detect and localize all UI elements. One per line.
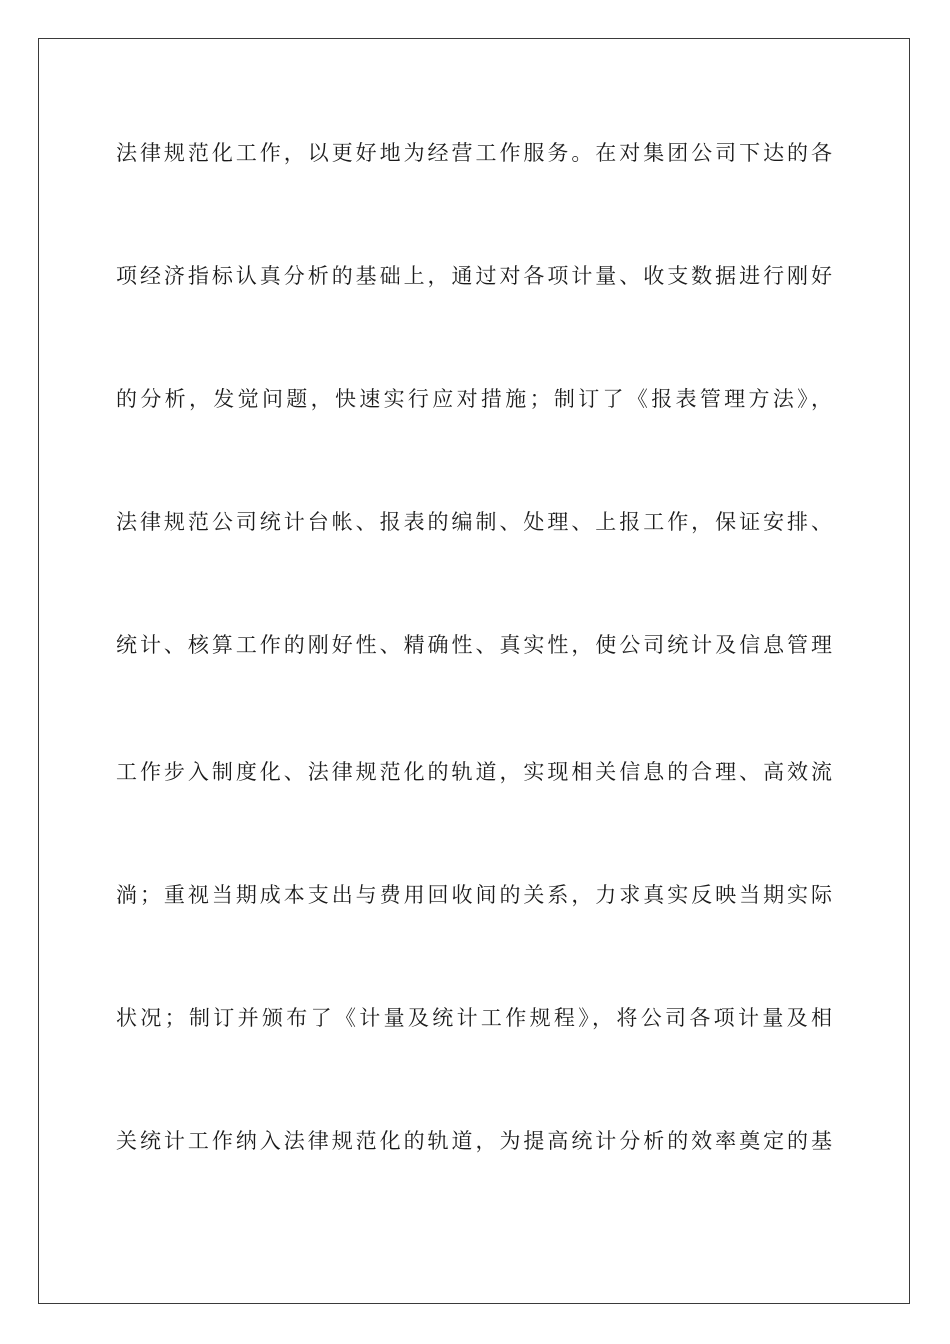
paragraph-line: 的分析，发觉问题，快速实行应对措施；制订了《报表管理方法》， bbox=[116, 387, 832, 411]
paragraph-line: 状况；制订并颁布了《计量及统计工作规程》，将公司各项计量及相 bbox=[116, 1006, 832, 1030]
paragraph-line: 项经济指标认真分析的基础上，通过对各项计量、收支数据进行刚好 bbox=[116, 264, 832, 288]
paragraph-line: 淌；重视当期成本支出与费用回收间的关系，力求真实反映当期实际 bbox=[116, 883, 832, 907]
paragraph-line: 统计、核算工作的刚好性、精确性、真实性，使公司统计及信息管理 bbox=[116, 633, 832, 657]
paragraph-line: 工作步入制度化、法律规范化的轨道，实现相关信息的合理、高效流 bbox=[116, 760, 832, 784]
paragraph-line: 法律规范公司统计台帐、报表的编制、处理、上报工作，保证安排、 bbox=[116, 510, 832, 534]
paragraph-line: 关统计工作纳入法律规范化的轨道，为提高统计分析的效率奠定的基 bbox=[116, 1129, 832, 1153]
paragraph-line: 法律规范化工作，以更好地为经营工作服务。在对集团公司下达的各 bbox=[116, 141, 832, 165]
page-border bbox=[38, 38, 910, 1304]
